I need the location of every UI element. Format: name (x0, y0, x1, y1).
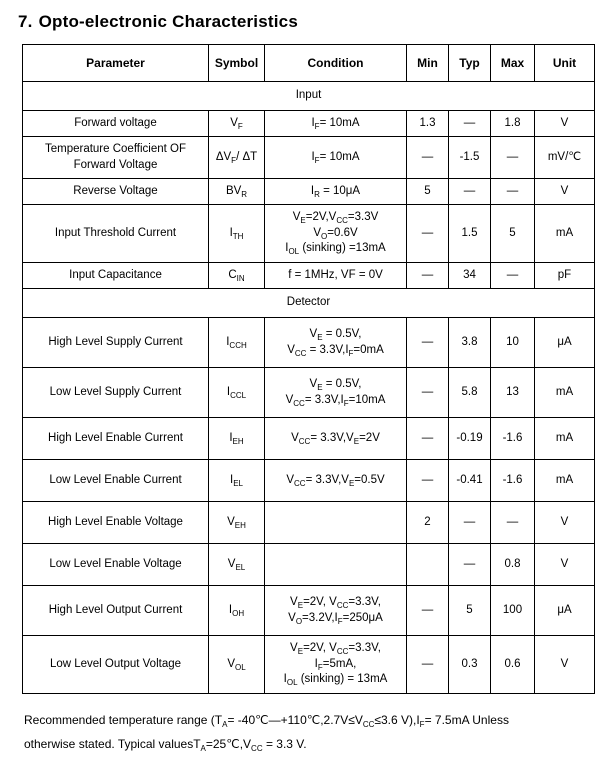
table-row (23, 460, 595, 502)
row-condition: $I_R = 10\mu A$ (265, 179, 407, 205)
row-min: — (407, 636, 449, 694)
row-max: 0.6 (491, 636, 535, 694)
row-min: 1.3 (407, 111, 449, 137)
row-unit: pF (535, 263, 595, 289)
row-condition: $I_F= 10mA$ (265, 111, 407, 137)
row-symbol: $I_{CCH}$ (209, 318, 265, 368)
row-symbol: $V_{EL}$ (209, 544, 265, 586)
row-min: 2 (407, 502, 449, 544)
row-min: — (407, 368, 449, 418)
header-max: Max (491, 45, 535, 82)
row-condition: $V_{CC}= 3.3V,V_E=0.5V$ (265, 460, 407, 502)
row-parameter: Low Level Supply Current (23, 368, 209, 418)
row-symbol: $V_F$ (209, 111, 265, 137)
row-max: 10 (491, 318, 535, 368)
row-condition: $V_E=2V$, $V_{CC}=3.3V$, $I_F=5mA$, $I_{OL}$ (sinking) = 13mA (265, 636, 407, 694)
row-min: — (407, 318, 449, 368)
row-parameter: Low Level Enable Current (23, 460, 209, 502)
row-condition: $V_E=2V$, $V_{CC}=3.3V$, $V_O=3.2V,I_F=250\mu A$ (265, 586, 407, 636)
row-typ: 5.8 (449, 368, 491, 418)
table-row (23, 263, 595, 289)
table-header-row (23, 45, 595, 82)
row-parameter: Input Threshold Current (23, 205, 209, 263)
row-unit: mA (535, 418, 595, 460)
table-body (23, 82, 595, 694)
table-row (23, 179, 595, 205)
row-typ: — (449, 502, 491, 544)
table-row (23, 205, 595, 263)
table-row (23, 418, 595, 460)
row-parameter: High Level Enable Voltage (23, 502, 209, 544)
row-max: — (491, 263, 535, 289)
page-title (18, 12, 600, 32)
table-group-row-detector (23, 289, 595, 318)
row-condition: $V_E = 0.5V$, $V_{CC}= 3.3V,I_F=10mA$ (265, 368, 407, 418)
footnote-line-1: Recommended temperature range ($T_A=$ $-40℃—+110℃,2.7V\le V_{CC}\le 3.6$ $V),I_F= 7.5mA$ Unless (24, 713, 509, 729)
footnote-line-2: otherwise stated. Typical $valuesT_A=25℃,V_{CC} = 3.3$ V. (24, 737, 307, 753)
row-unit: mV/℃ (535, 137, 595, 179)
opto-electronic-characteristics-table (22, 44, 595, 694)
row-parameter: Temperature Coefficient OF Forward Voltage (23, 137, 209, 179)
row-symbol: $\Delta V_F/$ ΔT (209, 137, 265, 179)
row-parameter: Low Level Output Voltage (23, 636, 209, 694)
row-unit: V (535, 636, 595, 694)
row-min: — (407, 205, 449, 263)
row-max: 13 (491, 368, 535, 418)
table-row (23, 368, 595, 418)
row-symbol: $BV_R$ (209, 179, 265, 205)
row-unit: μA (535, 586, 595, 636)
row-max: — (491, 179, 535, 205)
row-symbol: $V_{EH}$ (209, 502, 265, 544)
row-parameter: Input Capacitance (23, 263, 209, 289)
row-min: — (407, 586, 449, 636)
row-max: — (491, 502, 535, 544)
row-max: -1.6 (491, 418, 535, 460)
row-symbol: $I_{CCL}$ (209, 368, 265, 418)
row-typ: -0.19 (449, 418, 491, 460)
row-max: — (491, 137, 535, 179)
row-condition: $V_{CC}= 3.3V,V_E=2V$ (265, 418, 407, 460)
header-condition: Condition (265, 45, 407, 82)
row-max: -1.6 (491, 460, 535, 502)
row-unit: V (535, 544, 595, 586)
row-parameter: Forward voltage (23, 111, 209, 137)
row-typ: 1.5 (449, 205, 491, 263)
table-row (23, 502, 595, 544)
row-condition: f = 1MHz, VF = 0V (265, 263, 407, 289)
row-min: — (407, 460, 449, 502)
table-row (23, 636, 595, 694)
row-typ: -0.41 (449, 460, 491, 502)
table-row (23, 318, 595, 368)
header-min: Min (407, 45, 449, 82)
row-typ: 5 (449, 586, 491, 636)
row-parameter: Low Level Enable Voltage (23, 544, 209, 586)
table-row (23, 586, 595, 636)
row-typ: — (449, 111, 491, 137)
row-min: — (407, 137, 449, 179)
row-unit: V (535, 111, 595, 137)
row-symbol: $I_{OH}$ (209, 586, 265, 636)
table-row (23, 544, 595, 586)
row-symbol: $I_{EL}$ (209, 460, 265, 502)
row-parameter: High Level Enable Current (23, 418, 209, 460)
table-group-row-input (23, 82, 595, 111)
header-unit: Unit (535, 45, 595, 82)
row-condition (265, 544, 407, 586)
row-condition: $V_E=2V,V_{CC}=3.3V$ $V_O=0.6V$ $I_{OL}$ (sinking) =13mA (265, 205, 407, 263)
row-unit: mA (535, 460, 595, 502)
row-parameter: High Level Supply Current (23, 318, 209, 368)
row-min (407, 544, 449, 586)
row-symbol: $I_{TH}$ (209, 205, 265, 263)
row-unit: V (535, 179, 595, 205)
row-unit: V (535, 502, 595, 544)
row-symbol: $V_{OL}$ (209, 636, 265, 694)
row-max: 1.8 (491, 111, 535, 137)
row-typ: -1.5 (449, 137, 491, 179)
row-unit: μA (535, 318, 595, 368)
table-row (23, 111, 595, 137)
row-typ: 0.3 (449, 636, 491, 694)
row-max: 100 (491, 586, 535, 636)
section-title-text: Opto-electronic Characteristics (38, 12, 298, 31)
row-min: — (407, 418, 449, 460)
row-max: 5 (491, 205, 535, 263)
section-number: 7. (18, 12, 33, 31)
row-typ: 34 (449, 263, 491, 289)
row-unit: mA (535, 205, 595, 263)
table-row (23, 137, 595, 179)
row-typ: — (449, 544, 491, 586)
row-symbol: $I_{EH}$ (209, 418, 265, 460)
row-parameter: Reverse Voltage (23, 179, 209, 205)
row-unit: mA (535, 368, 595, 418)
row-condition (265, 502, 407, 544)
row-typ: 3.8 (449, 318, 491, 368)
header-typ: Typ (449, 45, 491, 82)
header-symbol: Symbol (209, 45, 265, 82)
row-symbol: $C_{IN}$ (209, 263, 265, 289)
group-label-input: Input (23, 82, 595, 111)
row-typ: — (449, 179, 491, 205)
row-parameter: High Level Output Current (23, 586, 209, 636)
row-condition: $I_F= 10mA$ (265, 137, 407, 179)
row-min: — (407, 263, 449, 289)
row-condition: $V_E = 0.5V$, $V_{CC} = 3.3V,I_F=0mA$ (265, 318, 407, 368)
header-parameter: Parameter (23, 45, 209, 82)
group-label-detector: Detector (23, 289, 595, 318)
row-min: 5 (407, 179, 449, 205)
footnote (24, 708, 600, 756)
row-max: 0.8 (491, 544, 535, 586)
